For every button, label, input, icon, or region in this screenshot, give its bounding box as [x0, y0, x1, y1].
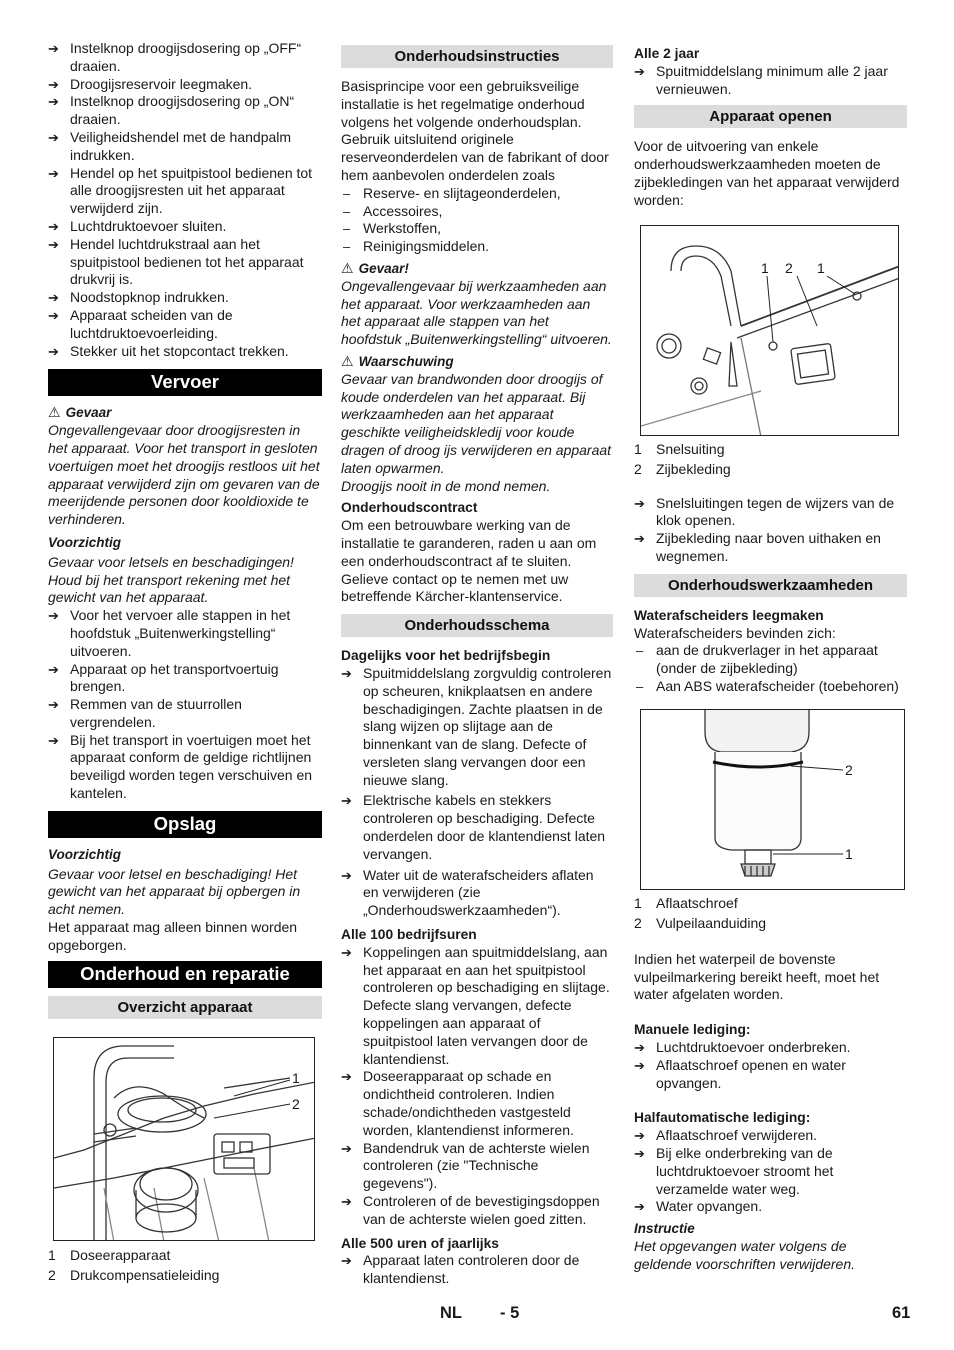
arrow-icon: ➔: [341, 1069, 352, 1085]
subsection-title-overzicht: Overzicht apparaat: [48, 996, 322, 1019]
water-separator-illustration: [641, 710, 905, 890]
steps-transport: [48, 607, 322, 803]
arrow-icon: ➔: [634, 1145, 645, 1161]
footer-language: NL: [440, 1304, 462, 1322]
arrow-icon: ➔: [48, 129, 59, 145]
note-heading: Instructie: [634, 1221, 695, 1237]
warning-text: Ongevallengevaar bij werkzaamheden aan het apparaat. Voor werkzaamheden aan het apparaat alle stappen van het hoofdstuk „Buitenwerkingstelling“ uitvoeren.: [341, 277, 612, 348]
callout-1b: 1: [817, 259, 825, 276]
arrow-icon: ➔: [341, 1140, 352, 1156]
contract-text: Om een betrouwbare werking van de installatie te garanderen, raden u aan om een onderhoudscontract af te sluiten. Gelieve contact op te nemen met uw betreffende Kärcher-klantenservice.: [341, 517, 597, 605]
arrow-icon: ➔: [48, 343, 59, 359]
caption-item: 1 Snelsuiting: [634, 440, 725, 457]
arrow-icon: ➔: [48, 94, 59, 110]
callout-1: 1: [845, 845, 853, 862]
caption-item: 2 Zijbekleding: [634, 460, 731, 477]
note-text: Het opgevangen water volgens de geldende voorschriften verwijderen.: [634, 1237, 856, 1272]
footer-local-page: - 5: [500, 1304, 520, 1322]
warning-heading: ⚠ Waarschuwing: [341, 352, 454, 369]
h100-heading: Alle 100 bedrijfsuren: [341, 927, 477, 943]
arrow-icon: ➔: [634, 495, 645, 511]
figure-captions: [634, 439, 907, 479]
list-item: ➔ Remmen van de stuurrollen vergrendelen.: [48, 696, 242, 730]
list-item: ➔ Bij elke onderbreking van de luchtdruktoevoer stroomt het verzamelde water weg.: [634, 1144, 834, 1197]
daily-heading: Dagelijks voor het bedrijfsbegin: [341, 648, 551, 664]
warning-text-2: Droogijs nooit in de mond nemen.: [341, 477, 551, 494]
list-item: ➔ Stekker uit het stopcontact trekken.: [48, 342, 289, 359]
level-text: Indien het waterpeil de bovenste vulpeilmarkering bereikt heeft, moet het water afgelaten worden.: [634, 950, 880, 1003]
subsection-title-werkzaamheden: Onderhoudswerkzaamheden: [634, 574, 907, 597]
steps-shutdown: [48, 40, 322, 360]
list-item: ➔ Voor het vervoer alle stappen in het hoofdstuk „Buitenwerkingstelling“ uitvoeren.: [48, 607, 291, 659]
callout-2: 2: [845, 761, 853, 778]
caption-item: 2 Vulpeilaanduiding: [634, 914, 767, 931]
machine-overview-illustration: [54, 1038, 315, 1241]
column-left: [48, 40, 322, 1285]
list-item: ➔ Elektrische kabels en stekkers controleren op beschadiging. Defecte onderdelen door de klantendienst laten vervangen.: [341, 792, 606, 862]
arrow-icon: ➔: [634, 1057, 645, 1073]
list-item: – Accessoires,: [343, 202, 443, 219]
list-item: ➔ Apparaat op het transportvoertuig brengen.: [48, 660, 279, 695]
figure-water-separator: [640, 709, 905, 890]
list-item: – Reinigingsmiddelen.: [343, 238, 490, 255]
caution-text: Gevaar voor letsel en beschadiging! Het gewicht van het apparaat bij opbergen in acht nemen.: [48, 865, 301, 918]
arrow-icon: ➔: [48, 732, 59, 748]
side-panel-illustration: [641, 226, 899, 436]
column-middle: [341, 40, 613, 1288]
section-title-vervoer: Vervoer: [48, 369, 322, 396]
list-item: ➔ Spuitmiddelslang zorgvuldig controleren op scheuren, knikplaatsen en andere beschadigingen. Zachte plaatsen in de slang wijzen op slijtage aan de binnenkant van de slang. Defecte of versleten slang vervangen door een nieuwe slang.: [341, 664, 612, 788]
water-text: Waterafscheiders bevinden zich:: [634, 624, 836, 641]
list-item: ➔ Doseerapparaat op schade en ondichtheid controleren. Indien schade/ondichtheden vastgesteld worden, klantendienst informeren.: [341, 1068, 574, 1138]
list-item: ➔ Koppelingen aan spuitmiddelslang, aan het apparaat en aan het spuitpistool controleren op beschadiging en slijtage. Defecte slang vervangen, defecte koppelingen aan apparaat of spuitpistool laten vervangen door de klantendienst.: [341, 943, 610, 1067]
arrow-icon: ➔: [341, 867, 352, 883]
section-title-onderhoud: Onderhoud en reparatie: [48, 961, 322, 988]
column-right: [634, 40, 907, 1274]
warning-triangle-icon: ⚠: [48, 404, 61, 421]
arrow-icon: ➔: [634, 531, 645, 547]
arrow-icon: ➔: [48, 218, 59, 234]
section-title-opslag: Opslag: [48, 811, 322, 838]
arrow-icon: ➔: [48, 608, 59, 624]
warning-heading: ⚠ Gevaar: [48, 404, 112, 421]
list-item: ➔ Water uit de waterafscheiders aflaten en verwijderen (zie „Onderhoudswerkzaamheden“).: [341, 866, 594, 919]
warning-triangle-icon: ⚠: [341, 352, 354, 369]
arrow-icon: ➔: [48, 697, 59, 713]
list-item: ➔ Hendel luchtdrukstraal aan het spuitpistool bedienen tot het apparaat drukvrij is.: [48, 235, 304, 288]
arrow-icon: ➔: [341, 1194, 352, 1210]
figure-captions: [634, 893, 907, 933]
open-steps: [634, 495, 907, 566]
subsection-title-schema: Onderhoudsschema: [341, 614, 613, 637]
list-item: ➔ Aflaatschroef openen en water opvangen.: [634, 1056, 846, 1091]
callout-2: 2: [292, 1095, 300, 1112]
list-item: ➔ Droogijsreservoir leegmaken.: [48, 75, 253, 92]
callout-1: 1: [761, 259, 769, 276]
list-item: – Werkstoffen,: [343, 220, 442, 237]
callout-1: 1: [292, 1069, 300, 1086]
arrow-icon: ➔: [341, 793, 352, 809]
caution-text: Gevaar voor letsels en beschadigingen! Houd bij het transport rekening met het gewicht van het apparaat.: [48, 553, 294, 606]
list-item: ➔ Aflaatschroef verwijderen.: [634, 1127, 818, 1144]
figure-captions: [48, 1245, 322, 1285]
figure-side-panel: [640, 225, 899, 436]
caption-item: 1 Doseerapparaat: [48, 1246, 171, 1263]
arrow-icon: ➔: [341, 944, 352, 960]
warning-triangle-icon: ⚠: [341, 259, 354, 276]
arrow-icon: ➔: [48, 307, 59, 323]
list-item: ➔ Bij het transport in voertuigen moet het apparaat conform de geldige richtlijnen beveiligd worden tegen verschuiven en kantelen.: [48, 731, 313, 802]
list-item: ➔ Water opvangen.: [634, 1198, 763, 1215]
list-item: ➔ Noodstopknop indrukken.: [48, 289, 229, 306]
figure-machine-overview: [53, 1037, 315, 1241]
list-item: ➔ Veiligheidshendel met de handpalm indrukken.: [48, 128, 292, 163]
arrow-icon: ➔: [48, 76, 59, 92]
manual-heading: Manuele lediging:: [634, 1022, 751, 1038]
list-item: ➔ Apparaat scheiden van de luchtdruktoevoerleiding.: [48, 306, 233, 341]
list-item: ➔ Luchtdruktoevoer sluiten.: [48, 217, 227, 234]
caution-heading: Voorzichtig: [48, 846, 121, 862]
list-item: ➔ Apparaat laten controleren door de klantendienst.: [341, 1252, 580, 1287]
list-item: ➔ Controleren of de bevestigingsdoppen van de achterste wielen goed zitten.: [341, 1193, 600, 1227]
list-item: ➔ Snelsluitingen tegen de wijzers van de klok openen.: [634, 494, 895, 529]
callout-2: 2: [785, 259, 793, 276]
parts-list: [341, 185, 613, 256]
list-item: ➔ Instelknop droogijsdosering op „OFF“ draaien.: [48, 40, 302, 74]
arrow-icon: ➔: [634, 1128, 645, 1144]
arrow-icon: ➔: [48, 290, 59, 306]
list-item: ➔ Bandendruk van de achterste wielen controleren (zie "Technische gegevens").: [341, 1139, 590, 1192]
list-item: ➔ Hendel op het spuitpistool bedienen tot alle droogijsresten uit het apparaat verwijderd zijn.: [48, 164, 313, 217]
warning-heading: ⚠ Gevaar!: [341, 259, 409, 276]
arrow-icon: ➔: [634, 63, 645, 79]
list-item: – Reserve- en slijtageonderdelen,: [343, 184, 561, 201]
list-item: – aan de drukverlager in het apparaat (onder de zijbekleding): [636, 642, 878, 677]
arrow-icon: ➔: [341, 665, 352, 681]
caption-item: 2 Drukcompensatieleiding: [48, 1266, 220, 1283]
subsection-title-instructies: Onderhoudsinstructies: [341, 45, 613, 68]
y2-heading: Alle 2 jaar: [634, 46, 700, 61]
arrow-icon: ➔: [48, 661, 59, 677]
contract-heading: Onderhoudscontract: [341, 500, 478, 516]
caption-item: 1 Aflaatschroef: [634, 894, 738, 911]
water-heading: Waterafscheiders leegmaken: [634, 607, 824, 623]
list-item: ➔ Luchtdruktoevoer onderbreken.: [634, 1038, 851, 1055]
caution-heading: Voorzichtig: [48, 534, 121, 550]
h500-heading: Alle 500 uren of jaarlijks: [341, 1235, 499, 1251]
warning-text: Gevaar van brandwonden door droogijs of koude onderdelen van het apparaat. Bij werkzaamheden aan het apparaat geschikte veiligheidskledij voor koude dragen of droog ijs verwijderen en apparaat laten opwarmen.: [341, 370, 612, 476]
footer-page-number: 61: [892, 1304, 911, 1322]
list-item: ➔ Zijbekleding naar boven uithaken en wegnemen.: [634, 530, 881, 564]
storage-text: Het apparaat mag alleen binnen worden opgeborgen.: [48, 919, 298, 953]
arrow-icon: ➔: [48, 165, 59, 181]
list-item: – Aan ABS waterafscheider (toebehoren): [636, 677, 899, 694]
arrow-icon: ➔: [634, 1039, 645, 1055]
arrow-icon: ➔: [634, 1199, 645, 1215]
warning-text: Ongevallengevaar door droogijsresten in het apparaat. Voor het transport in gesloten voertuigen moet het droogijs restloos uit het apparaat verwijderd zijn om gevaren van de meerijdende personen door kooldioxide te verhinderen.: [48, 422, 320, 528]
instructions-intro: Basisprincipe voor een gebruiksveilige installatie is het regelmatige onderhoud volgens het volgende onderhoudsplan. Gebruik uitsluitend originele reserveonderdelen van de fabrikant of door hem aanbevolen onderdelen zoals: [341, 78, 609, 183]
list-item: ➔ Instelknop droogijsdosering op „ON“ draaien.: [48, 93, 295, 128]
semi-heading: Halfautomatische lediging:: [634, 1110, 811, 1126]
arrow-icon: ➔: [48, 41, 59, 56]
list-item: ➔ Spuitmiddelslang minimum alle 2 jaar vernieuwen.: [634, 62, 888, 97]
open-text: Voor de uitvoering van enkele onderhoudswerkzaamheden moeten de zijbekledingen van het apparaat verwijderd worden:: [634, 138, 900, 208]
subsection-title-openen: Apparaat openen: [634, 105, 907, 128]
arrow-icon: ➔: [341, 1253, 352, 1269]
arrow-icon: ➔: [48, 236, 59, 252]
